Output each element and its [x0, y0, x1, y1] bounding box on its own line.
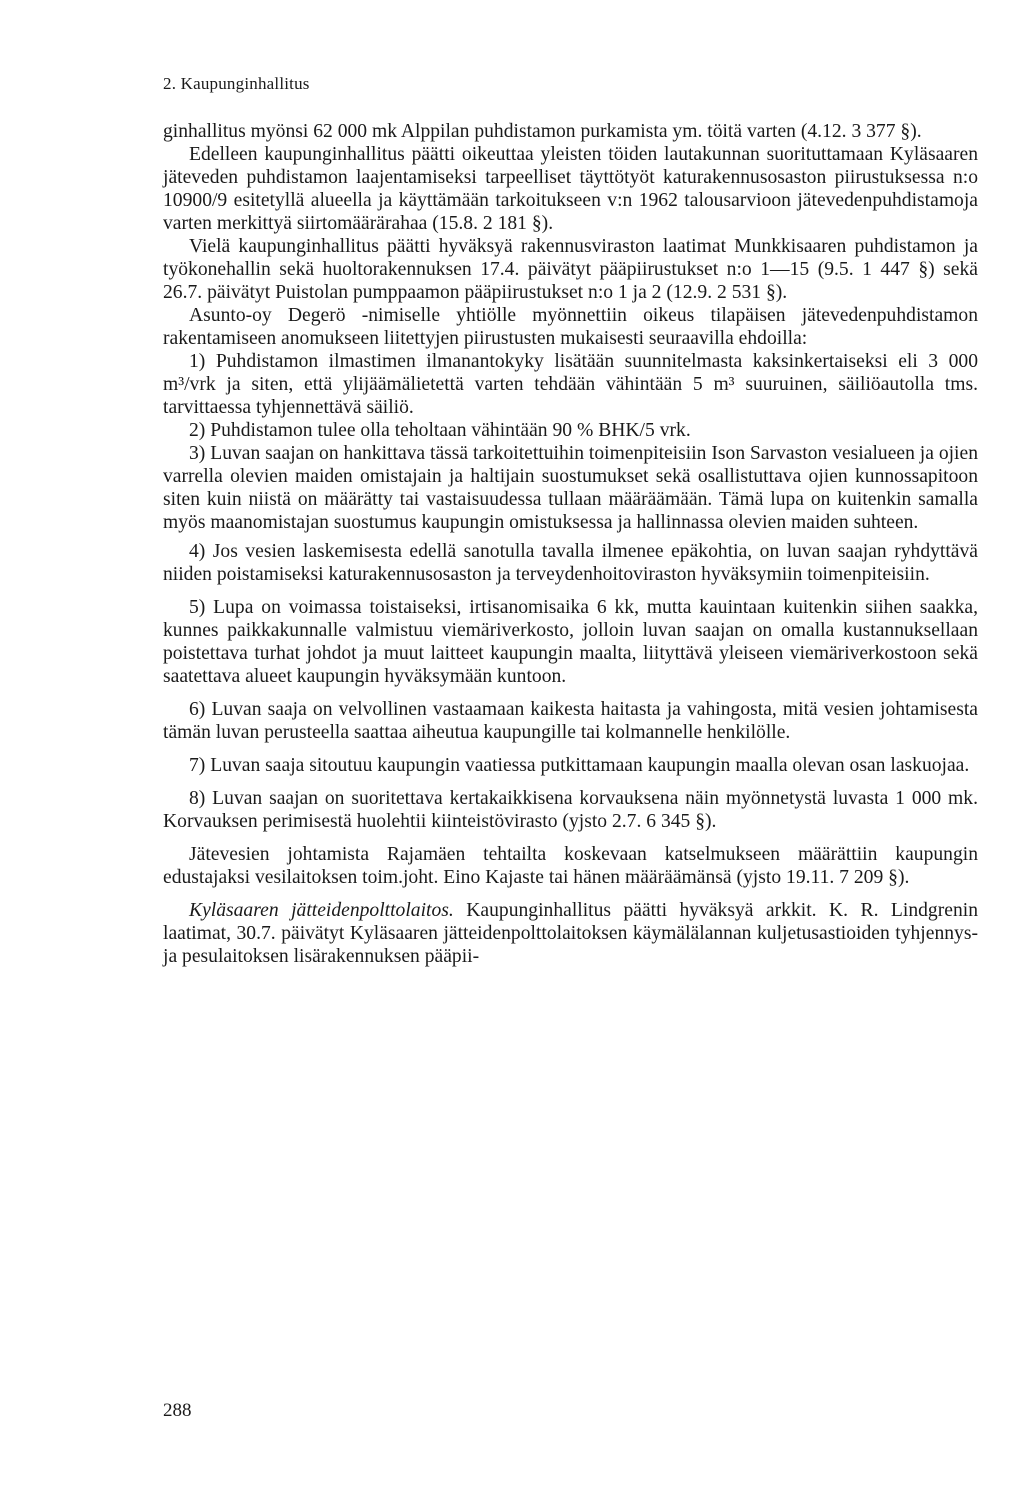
section-heading-italic: Kyläsaaren jätteidenpolttolaitos. [189, 900, 454, 921]
paragraph: ginhallitus myönsi 62 000 mk Alppilan puhdistamon purkamista ym. töitä varten (4.12. 3 377 §). [163, 121, 922, 142]
list-item: 7) Luvan saaja sitoutuu kaupungin vaatiessa putkittamaan kaupungin maalla olevan osan laskuojaa. [189, 755, 970, 776]
list-item: 1) Puhdistamon ilmastimen ilmanantokyky lisätään suunnitelmasta kaksinkertaiseksi eli 3 000 m³/vrk ja siten, että ylijäämälietettä varten tehdään vähintään 5 m³ suuruinen, säiliöautolla tms. tarvittaessa tyhjennettävä säiliö. [163, 351, 978, 418]
paragraph: Vielä kaupunginhallitus päätti hyväksyä rakennusviraston laatimat Munkkisaaren puhdistamon ja työkonehallin sekä huoltorakennuksen 17.4. päivätyt pääpiirustukset n:o 1—15 (9.5. 1 447 §) sekä 26.7. päivätyt Puistolan pumppaamon pääpiirustukset n:o 1 ja 2 (12.9. 2 531 §). [163, 236, 978, 303]
list-item: 3) Luvan saajan on hankittava tässä tarkoitettuihin toimenpiteisiin Ison Sarvaston vesialueen ja ojien varrella olevien maiden omistajain ja haltijain suostumukset sekä osallistuttava ojien kunnossapitoon siten kuin niistä on määrätty tai vastaisuudessa tullaan määräämään. Tämä lupa on kuitenkin samalla myös maanomistajan suostumus kaupungin omistuksessa ja hallinnassa olevien maiden suhteen. [163, 443, 978, 533]
running-header: 2. Kaupunginhallitus [163, 74, 310, 93]
list-item: 6) Luvan saaja on velvollinen vastaamaan kaikesta haitasta ja vahingosta, mitä vesien johtamisesta tämän luvan perusteella saattaa aiheutua kaupungille tai kolmannelle henkilölle. [163, 699, 978, 743]
paragraph: Edelleen kaupunginhallitus päätti oikeuttaa yleisten töiden lautakunnan suorituttamaan Kyläsaaren jäteveden puhdistamon laajentamiseksi tarpeelliset täyttötyöt katurakennusosaston piirustuksessa n:o 10900/9 esitetyllä alueella ja käyttämään tarkoitukseen v:n 1962 talousarvioon jätevedenpuhdistamoja varten merkittyä siirtomäärärahaa (15.8. 2 181 §). [163, 144, 978, 234]
paragraph: Asunto-oy Degerö -nimiselle yhtiölle myönnettiin oikeus tilapäisen jätevedenpuhdistamon rakentamiseen anomukseen liitettyjen piirustusten mukaisesti seuraavilla ehdoilla: [163, 305, 978, 349]
list-item: 2) Puhdistamon tulee olla teholtaan vähintään 90 % BHK/5 vrk. [189, 420, 691, 441]
list-item: 4) Jos vesien laskemisesta edellä sanotulla tavalla ilmenee epäkohtia, on luvan saajan ryhdyttävä niiden poistamiseksi katurakennusosaston ja terveydenhoitoviraston hyväksymiin toimenpiteisiin. [163, 541, 978, 585]
body-text [163, 120, 978, 968]
list-item: 5) Lupa on voimassa toistaiseksi, irtisanomisaika 6 kk, mutta kauintaan kuitenkin siihen saakka, kunnes paikkakunnalle valmistuu viemäriverkosto, jolloin luvan saajan on omalla kustannuksellaan poistettava turhat johdot ja muut laitteet kaupungin maalta, liityttävä yleiseen viemäriverkostoon sekä saatettava alueet kaupungin hyväksymään kuntoon. [163, 597, 978, 687]
page-number: 288 [163, 1400, 192, 1421]
paragraph-text: Kaupunginhallitus päätti hyväksyä arkkit. K. R. Lindgrenin laatimat, 30.7. päivätyt Kyläsaaren jätteidenpolttolaitoksen käymälälannan kuljetusastioiden tyhjennys- ja pesulaitoksen lisärakennuksen pääpii- [163, 900, 978, 967]
paragraph: Jätevesien johtamista Rajamäen tehtailta koskevaan katselmukseen määrättiin kaupungin edustajaksi vesilaitoksen toim.joht. Eino Kajaste tai hänen määräämänsä (yjsto 19.11. 7 209 §). [163, 844, 978, 888]
list-item: 8) Luvan saajan on suoritettava kertakaikkisena korvauksena näin myönnetystä luvasta 1 000 mk. Korvauksen perimisestä huolehtii kiinteistövirasto (yjsto 2.7. 6 345 §). [163, 788, 978, 832]
paragraph [163, 899, 978, 968]
